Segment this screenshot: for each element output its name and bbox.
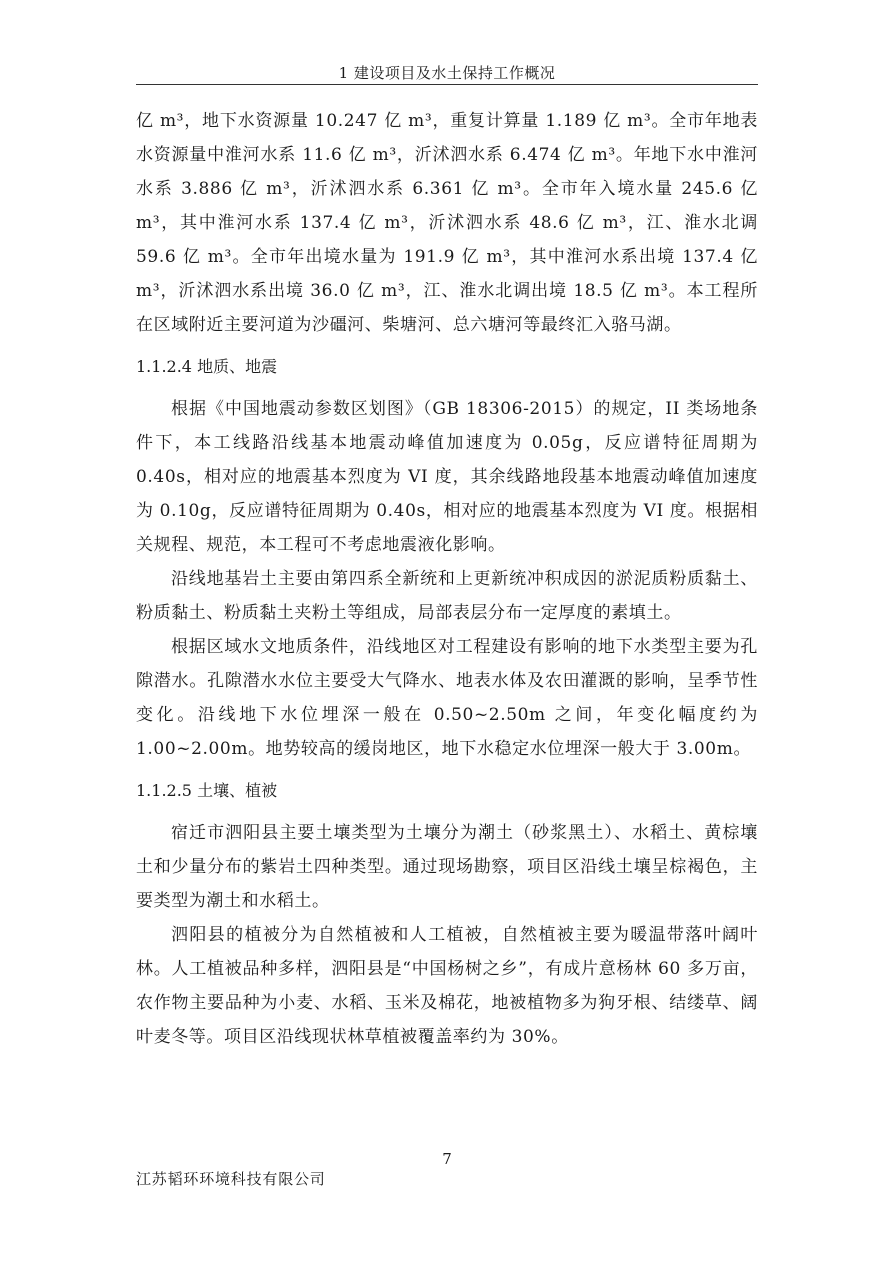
paragraph-soil-types: 宿迁市泗阳县主要土壤类型为土壤分为潮土（砂浆黑土）、水稻土、黄棕壤土和少量分布的紫岩土四种类型。通过现场勘察，项目区沿线土壤呈棕褐色，主要类型为潮土和水稻土。 — [136, 823, 758, 911]
paragraph-groundwater: 根据区域水文地质条件，沿线地区对工程建设有影响的地下水类型主要为孔隙潜水。孔隙潜水水位主要受大气降水、地表水体及农田灌溉的影响，呈季节性变化。沿线地下水位埋深一般在 0.50~2.50m 之间，年变化幅度约为 1.00~2.00m。地势较高的缓岗地区，地下水稳定水位埋深一般大于 3.00m。 — [136, 637, 758, 759]
paragraph-water-resources: 亿 m³，地下水资源量 10.247 亿 m³，重复计算量 1.189 亿 m³。全市年地表水资源量中淮河水系 11.6 亿 m³，沂沭泗水系 6.474 亿 m³。年地下水中淮河水系 3.886 亿 m³，沂沭泗水系 6.361 亿 m³。全市年入境水量 245.6 亿 m³，其中淮河水系 137.4 亿 m³，沂沭泗水系 48.6 亿 m³，江、淮水北调 59.6 亿 m³。全市年出境水量为 191.9 亿 m³，其中淮河水系出境 137.4 亿 m³，沂沭泗水系出境 36.0 亿 m³，江、淮水北调出境 18.5 亿 m³。本工程所在区域附近主要河道为沙礓河、柴塘河、总六塘河等最终汇入骆马湖。 — [136, 111, 758, 335]
section-heading-soil-vegetation: 1.1.2.5 土壤、植被 — [136, 781, 278, 800]
document-body — [136, 104, 758, 1054]
paragraph-foundation-soil: 沿线地基岩土主要由第四系全新统和上更新统冲积成因的淤泥质粉质黏土、粉质黏土、粉质黏土夹粉土等组成，局部表层分布一定厚度的素填土。 — [136, 569, 758, 623]
section-heading-geology: 1.1.2.4 地质、地震 — [136, 357, 278, 376]
footer-company-name: 江苏韬环环境科技有限公司 — [136, 1170, 326, 1188]
header-divider — [136, 84, 758, 85]
page-number: 7 — [442, 1150, 452, 1168]
page-header-title: 1 建设项目及水土保持工作概况 — [338, 64, 556, 82]
paragraph-vegetation: 泗阳县的植被分为自然植被和人工植被，自然植被主要为暖温带落叶阔叶林。人工植被品种多样，泗阳县是“中国杨树之乡”，有成片意杨林 60 多万亩，农作物主要品种为小麦、水稻、玉米及棉花，地被植物多为狗牙根、结缕草、阔叶麦冬等。项目区沿线现状林草植被覆盖率约为 30%。 — [136, 925, 758, 1047]
paragraph-seismic: 根据《中国地震动参数区划图》（GB 18306-2015）的规定，II 类场地条件下，本工线路沿线基本地震动峰值加速度为 0.05g，反应谱特征周期为 0.40s，相对应的地震基本烈度为 VI 度，其余线路地段基本地震动峰值加速度为 0.10g，反应谱特征周期为 0.40s，相对应的地震基本烈度为 VI 度。根据相关规程、规范，本工程可不考虑地震液化影响。 — [136, 399, 758, 555]
